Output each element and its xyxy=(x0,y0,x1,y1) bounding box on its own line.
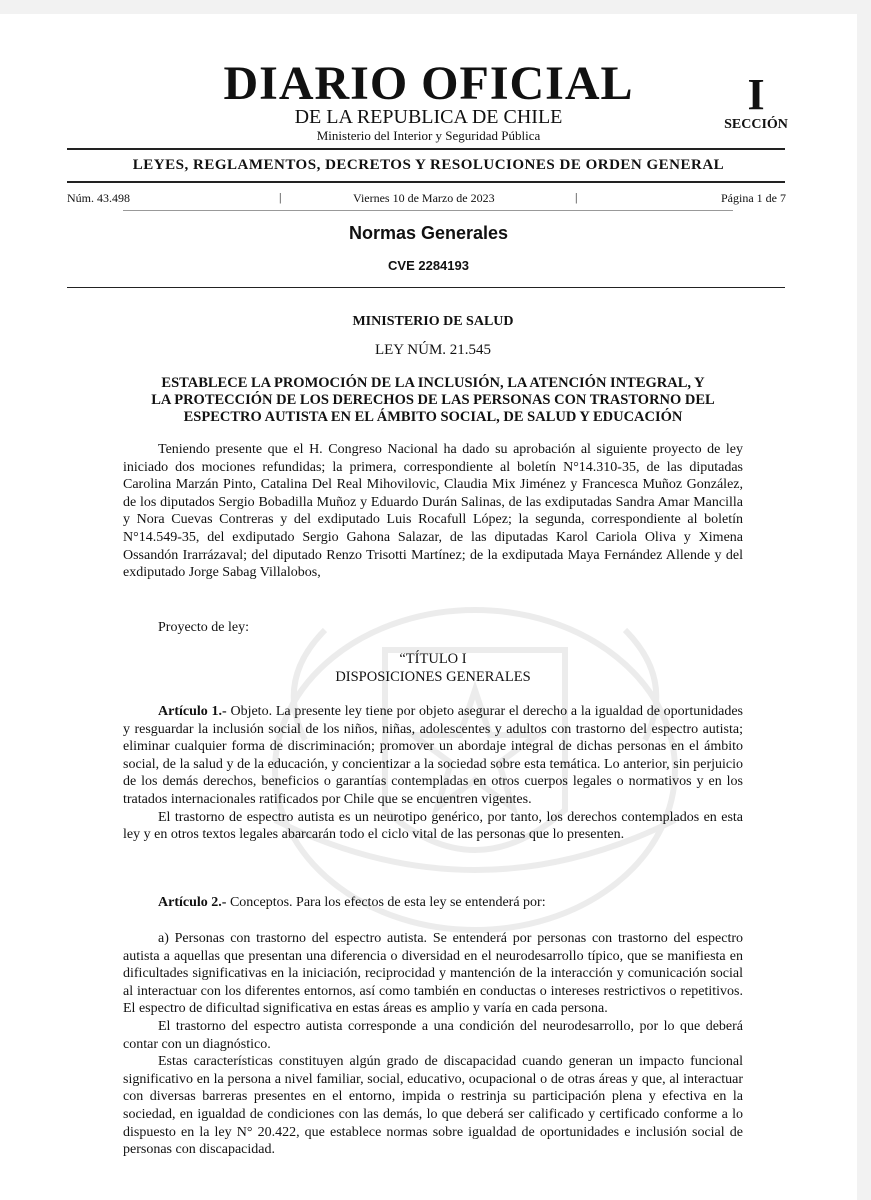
law-heading xyxy=(123,375,743,426)
title-block xyxy=(123,651,743,686)
article-1-text: Objeto. La presente ley tiene por objeto asegurar el derecho a la igualdad de oportunidades y resguardar la inclusión social de los niños, niñas, adolescentes y adultos con trastorno del espectro autista; eliminar cualquier forma de discriminación; promover un abordaje integral de dichas personas en el ámbito social, de la salud y de la educación, y concientizar a la sociedad sobre esta temática. Lo anterior, sin perjuicio de los demás derechos, beneficios o garantías contempladas en otros cuerpos legales o normativos y en los tratados internacionales ratificados por Chile que se encuentren vigentes. xyxy=(123,704,743,807)
cve-code: CVE 2284193 xyxy=(388,258,469,273)
preamble-paragraph xyxy=(123,441,743,582)
newspaper-subtitle: DE LA REPUBLICA DE CHILE xyxy=(294,106,563,128)
law-number: LEY NÚM. 21.545 xyxy=(374,342,492,358)
section-banner: LEYES, REGLAMENTOS, DECRETOS Y RESOLUCIONES DE ORDEN GENERAL xyxy=(132,157,725,173)
proyecto-text: Proyecto de ley: xyxy=(158,620,249,635)
meta-rule xyxy=(123,210,733,211)
meta-separator-2: | xyxy=(575,190,578,204)
article-2-paragraph xyxy=(123,894,743,912)
proyecto-paragraph xyxy=(123,619,743,637)
article-2-item-a-paragraph-2: El trastorno del espectro autista corresponde a una condición del neurodesarrollo, por lo que deberá contar con un diagnóstico. xyxy=(123,1018,743,1052)
newspaper-title: DIARIO OFICIAL xyxy=(223,57,634,110)
law-heading-line: ESTABLECE LA PROMOCIÓN DE LA INCLUSIÓN, LA ATENCIÓN INTEGRAL, Y xyxy=(161,375,705,391)
article-2-item-a xyxy=(123,930,743,1159)
article-1 xyxy=(123,703,743,844)
law-heading-line: ESPECTRO AUTISTA EN EL ÁMBITO SOCIAL, DE SALUD Y EDUCACIÓN xyxy=(183,409,683,425)
issuing-ministry: MINISTERIO DE SALUD xyxy=(352,314,514,329)
section-number: I xyxy=(747,70,765,119)
law-heading-line: LA PROTECCIÓN DE LOS DERECHOS DE LAS PERSONAS CON TRASTORNO DEL xyxy=(151,392,715,408)
meta-separator-1: | xyxy=(279,190,282,204)
header-rule-top xyxy=(67,148,785,150)
publisher-ministry: Ministerio del Interior y Seguridad Pública xyxy=(316,128,541,143)
page-indicator: Página 1 de 7 xyxy=(721,191,786,205)
article-2-item-a-paragraph: a) Personas con trastorno del espectro autista. Se entenderá por personas con trastorno del espectro autista a aquellas que presentan una diferencia o diversidad en el neurodesarrollo típico, que se manifiesta en dificultades significativas en la iniciación, reciprocidad y mantención de la interacción y comunicación social al interactuar con los diferentes entornos, así como también en conductas o intereses restrictivos o repetitivos. El espectro de dificultad significativa en estas áreas es amplio y varía en cada persona. xyxy=(123,931,743,1017)
issue-number: Núm. 43.498 xyxy=(67,191,130,205)
section-heading: Normas Generales xyxy=(348,223,509,243)
title-number: “TÍTULO I xyxy=(399,651,467,667)
article-1-paragraph-2: El trastorno de espectro autista es un neurotipo genérico, por tanto, los derechos contemplados en esta ley y en otros textos legales abarcarán todo el ciclo vital de las personas que lo presenten. xyxy=(123,809,743,843)
article-2-label: Artículo 2.- xyxy=(158,895,227,910)
page-edge-right xyxy=(857,0,871,1200)
preamble-text: Teniendo presente que el H. Congreso Nacional ha dado su aprobación al siguiente proyecto de ley iniciado dos mociones refundidas; la primera, correspondiente al boletín N°14.310-35, de las diputadas Carolina Marzán Pinto, Catalina Del Real Mihovilovic, Claudia Mix Jiménez y Francesca Muñoz González, de los diputados Sergio Bobadilla Muñoz y Eduardo Durán Salinas, de las exdiputadas Sandra Amar Mancilla y Nora Cuevas Contreras y del exdiputado Luis Rocafull López; la segunda, correspondiente al boletín N°14.549-35, del exdiputado Sergio Gahona Salazar, de las diputadas Karol Cariola Oliva y Ximena Ossandón Irarrázaval; del diputado Renzo Trisotti Martínez; de la exdiputada Maya Fernández Allende y del exdiputado Jorge Sabag Villalobos, xyxy=(123,442,743,581)
cve-rule xyxy=(67,287,785,288)
article-1-label: Artículo 1.- xyxy=(158,704,227,719)
issue-date: Viernes 10 de Marzo de 2023 xyxy=(353,191,495,205)
article-2-text: Conceptos. Para los efectos de esta ley se entenderá por: xyxy=(226,895,546,910)
article-1-paragraph xyxy=(123,703,743,809)
article-2-item-a-paragraph-3: Estas características constituyen algún grado de discapacidad cuando generan un impacto funcional significativo en la persona a nivel familiar, social, educativo, ocupacional o de otras áreas y que, al interactuar con diversas barreras presentes en el entorno, impida o restrinja su participación plena y efectiva en la sociedad, en igualdad de condiciones con las demás, lo que deberá ser calificado y certificado conforme a lo dispuesto en la ley N° 20.422, que establece normas sobre igualdad de oportunidades e inclusión social de personas con discapacidad. xyxy=(123,1054,743,1158)
banner-rule xyxy=(67,181,785,183)
article-2 xyxy=(123,894,743,912)
title-name: DISPOSICIONES GENERALES xyxy=(335,668,531,685)
section-label: SECCIÓN xyxy=(724,117,788,132)
